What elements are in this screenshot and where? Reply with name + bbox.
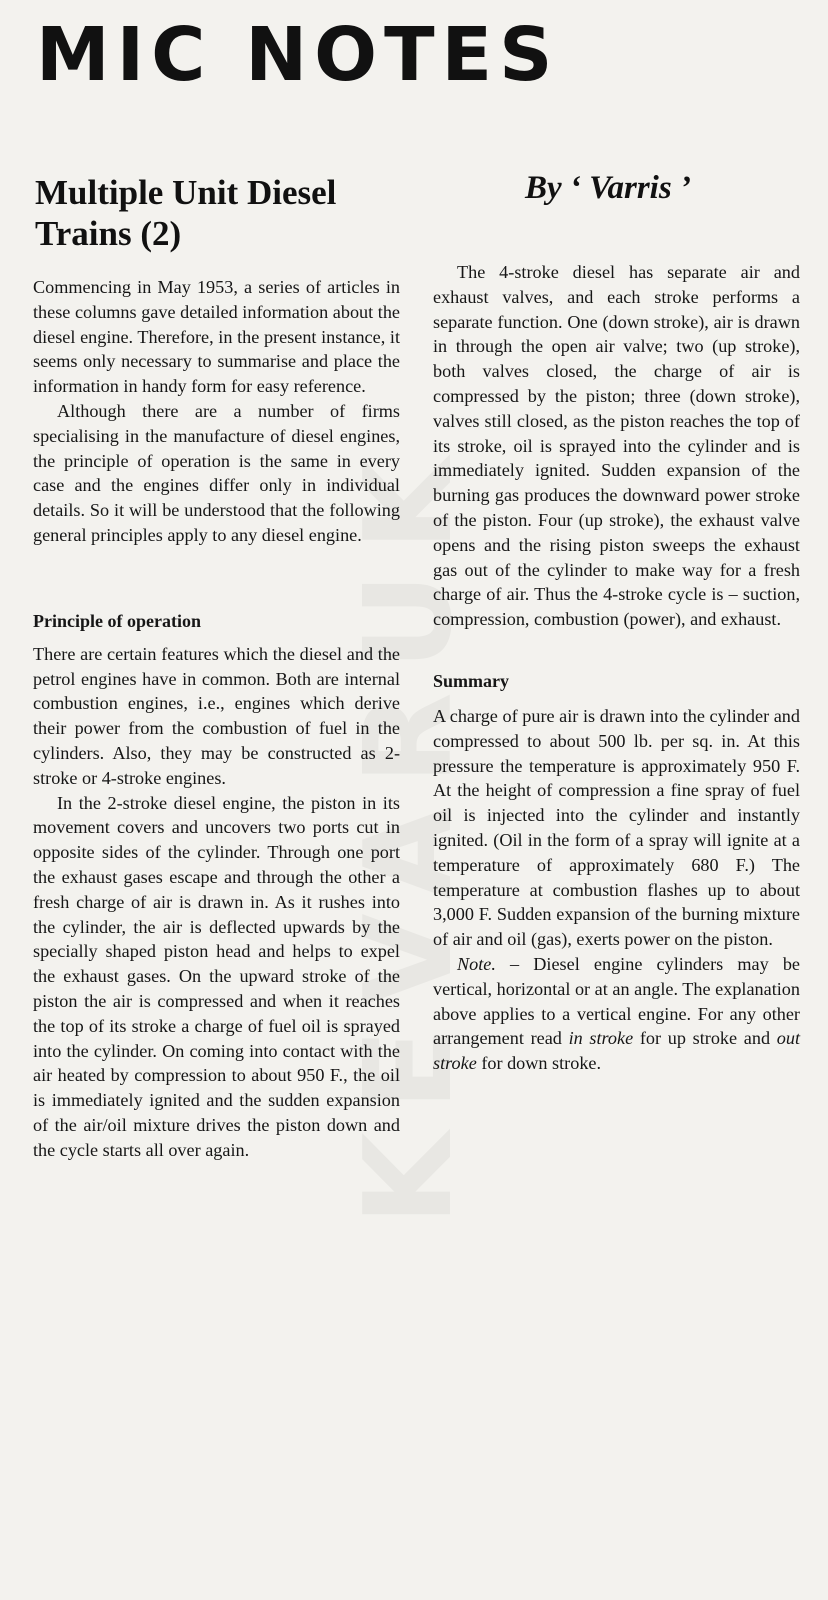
note-text-2: for up stroke and	[633, 1028, 777, 1049]
left-column	[33, 275, 400, 1163]
four-stroke-paragraph: The 4-stroke diesel has separate air and exhaust valves, and each stroke performs a separate function. One (down stroke), air is drawn in through the open air valve; two (up stroke), both valves closed, the charge of air is compressed by the piston; three (down stroke), valves still closed, as the piston reaches the top of its stroke, oil is sprayed into the cylinder and is immediately ignited. Sudden expansion of the burning gas produces the downward power stroke of the piston. Four (up stroke), the exhaust valve opens and the rising piston sweeps the exhaust gas out of the cylinder to make way for a fresh charge of air. Thus the 4-stroke cycle is – suction, compression, combustion (power), and exhaust.	[433, 262, 800, 630]
principle-paragraph-1: There are certain features which the diesel and the petrol engines have in common. Both are internal combustion engines, i.e., engines which derive their power from the combustion of fuel in the cylinders. Also, they may be constructed as 2-stroke or 4-stroke engines.	[33, 643, 400, 788]
article-title: Multiple Unit Diesel Trains (2)	[35, 173, 337, 253]
note-text-3: for down stroke.	[476, 1053, 602, 1074]
note-text-1: – Diesel engine cylinders may be vertical, horizontal or at an angle. The explanation above applies to a vertical engine. For any other arrangement read	[433, 953, 800, 1049]
masthead: MIC NOTES	[36, 12, 560, 98]
article-byline: By ‘ Varris ’	[525, 170, 691, 206]
note-em-in-stroke: in stroke	[568, 1028, 634, 1049]
intro-paragraph-1: Commencing in May 1953, a series of articles in these columns gave detailed information about the diesel engine. Therefore, in the present instance, it seems only necessary to summarise and place the information in handy form for easy reference.	[33, 277, 400, 397]
summary-heading: Summary	[433, 670, 509, 691]
intro-paragraph-2: Although there are a number of firms specialising in the manufacture of diesel engines, the principle of operation is the same in every case and the engines differ only in individual details. So it will be understood that the following general principles apply to any diesel engine.	[33, 400, 400, 545]
right-column	[433, 260, 800, 1076]
note-em-out-stroke: out stroke	[433, 1028, 800, 1074]
principle-paragraph-2: In the 2-stroke diesel engine, the piston in its movement covers and uncovers two ports cut in opposite sides of the cylinder. Through one port the exhaust gases escape and through the other a fresh charge of air is drawn in. As it rushes into the cylinder, the air is deflected upwards by the specially shaped piston head and helps to expel the exhaust gases. On the upward stroke of the piston the air is compressed and when it reaches the top of its stroke a charge of fuel oil is sprayed into the cylinder. On coming into contact with the air heated by compression to about 950 F., the oil is immediately ignited and the sudden expansion of the air/oil mixture drives the piston down and the cycle starts all over again.	[33, 792, 400, 1160]
note-label: Note.	[457, 953, 496, 974]
summary-paragraph: A charge of pure air is drawn into the cylinder and compressed to about 500 lb. per sq. in. At this pressure the temperature is approximately 950 F. At the height of compression a fine spray of fuel oil is injected into the cylinder and instantly ignited. (Oil in the form of a spray will ignite at a temperature of approximately 680 F.) The temperature at combustion flashes up to about 3,000 F. Sudden expansion of the burning mixture of air and oil (gas), exerts power on the piston.	[433, 705, 800, 950]
principle-heading: Principle of operation	[33, 610, 201, 631]
note-paragraph	[433, 952, 800, 1076]
